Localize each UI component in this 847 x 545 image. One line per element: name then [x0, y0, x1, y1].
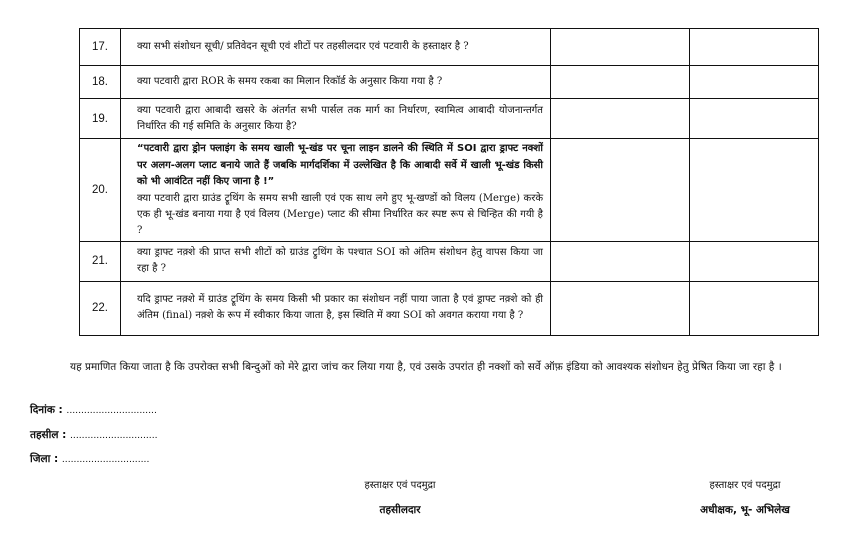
tehsil-value[interactable]: .............................. — [70, 429, 158, 441]
row-number: 21. — [80, 241, 121, 281]
signature-caption: हस्ताक्षर एवं पदमुद्रा — [709, 480, 781, 491]
row-question: क्या सभी संशोधन सूची/ प्रतिवेदन सूची एवं शीटों पर तहसीलदार एवं पटवारी के हस्ताक्षर है ? — [121, 29, 551, 66]
date-value[interactable]: ............................... — [66, 404, 157, 416]
answer-cell[interactable] — [551, 29, 690, 66]
row-number: 20. — [80, 139, 121, 242]
answer-cell[interactable] — [551, 241, 690, 281]
table-row — [80, 66, 819, 99]
remark-cell[interactable] — [690, 139, 819, 242]
row-question-block — [121, 139, 551, 242]
remark-cell[interactable] — [690, 281, 819, 335]
table-row — [80, 99, 819, 139]
date-field — [30, 403, 157, 417]
table-row — [80, 29, 819, 66]
checklist-table — [79, 28, 819, 336]
signature-caption: हस्ताक्षर एवं पदमुद्रा — [364, 480, 436, 491]
answer-cell[interactable] — [551, 139, 690, 242]
remark-cell[interactable] — [690, 66, 819, 99]
signature-tehsildar — [320, 477, 480, 517]
row-number: 18. — [80, 66, 121, 99]
table-row — [80, 139, 819, 242]
signature-title: तहसीलदार — [379, 504, 421, 516]
row-number: 22. — [80, 281, 121, 335]
signature-superintendent — [670, 477, 820, 517]
tehsil-label: तहसील : — [30, 429, 67, 441]
district-field — [30, 452, 149, 466]
district-label: जिला : — [30, 453, 59, 465]
district-value[interactable]: .............................. — [61, 453, 150, 465]
row-question: क्या पटवारी द्वारा ग्राउंड ट्रूथिंग के समय सभी खाली एवं एक साथ लगे हुए भू-खण्डों को विलय (Merge) करके एक ही भू-खंड बनाया गया है एवं विलय (Merge) प्लाट की सीमा निर्धारित कर स्पष्ट रूप से चिन्हित की गयी है ? — [137, 192, 543, 236]
row-number: 19. — [80, 99, 121, 139]
answer-cell[interactable] — [551, 66, 690, 99]
remark-cell[interactable] — [690, 241, 819, 281]
table-row — [80, 241, 819, 281]
tehsil-field — [30, 428, 158, 442]
row-question: क्या पटवारी द्वारा ROR के समय रकबा का मिलान रिकॉर्ड के अनुसार किया गया है ? — [121, 66, 551, 99]
answer-cell[interactable] — [551, 99, 690, 139]
table-row — [80, 281, 819, 335]
row-note: “पटवारी द्वारा ड्रोन फ्लाइंग के समय खाली भू-खंड पर चूना लाइन डालने की स्थिति में SOI द्वारा ड्राफ्ट नक्शों पर अलग-अलग प्लाट बनाये जाते हैं जबकि मार्गदर्शिका में उल्लेखित है कि आबादी सर्वे में खाली भू-खंड किसी को भी आवंटित नहीं किए जाना है !” — [137, 143, 543, 187]
remark-cell[interactable] — [690, 99, 819, 139]
certification-text: यह प्रमाणित किया जाता है कि उपरोक्त सभी बिन्दुओं को मेरे द्वारा जांच कर लिया गया है, एवं उसके उपरांत ही नक्शों को सर्वे ऑफ़ इंडिया को आवश्यक संशोधन हेतु प्रेषित किया जा रहा है । — [70, 361, 782, 373]
answer-cell[interactable] — [551, 281, 690, 335]
date-label: दिनांक : — [30, 404, 63, 416]
signature-title: अधीक्षक, भू- अभिलेख — [700, 504, 790, 516]
row-question: क्या पटवारी द्वारा आबादी खसरे के अंतर्गत सभी पार्सल तक मार्ग का निर्धारण, स्वामित्व आबादी योजनान्तर्गत निर्धारित की गई समिति के अनुसार किया है? — [121, 99, 551, 139]
row-number: 17. — [80, 29, 121, 66]
row-question: क्या ड्राफ्ट नक़्शे की प्राप्त सभी शीटों को ग्राउंड ट्रुथिंग के पश्चात SOI को अंतिम संशोधन हेतु वापस किया जा रहा है ? — [121, 241, 551, 281]
remark-cell[interactable] — [690, 29, 819, 66]
row-question: यदि ड्राफ्ट नक़्शे में ग्राउंड ट्रूथिंग के समय किसी भी प्रकार का संशोधन नहीं पाया जाता है एवं ड्राफ्ट नक़्शे को ही अंतिम (final) नक़्शे के रूप में स्वीकार किया जाता है, इस स्थिति में क्या SOI को अवगत कराया गया है ? — [121, 281, 551, 335]
